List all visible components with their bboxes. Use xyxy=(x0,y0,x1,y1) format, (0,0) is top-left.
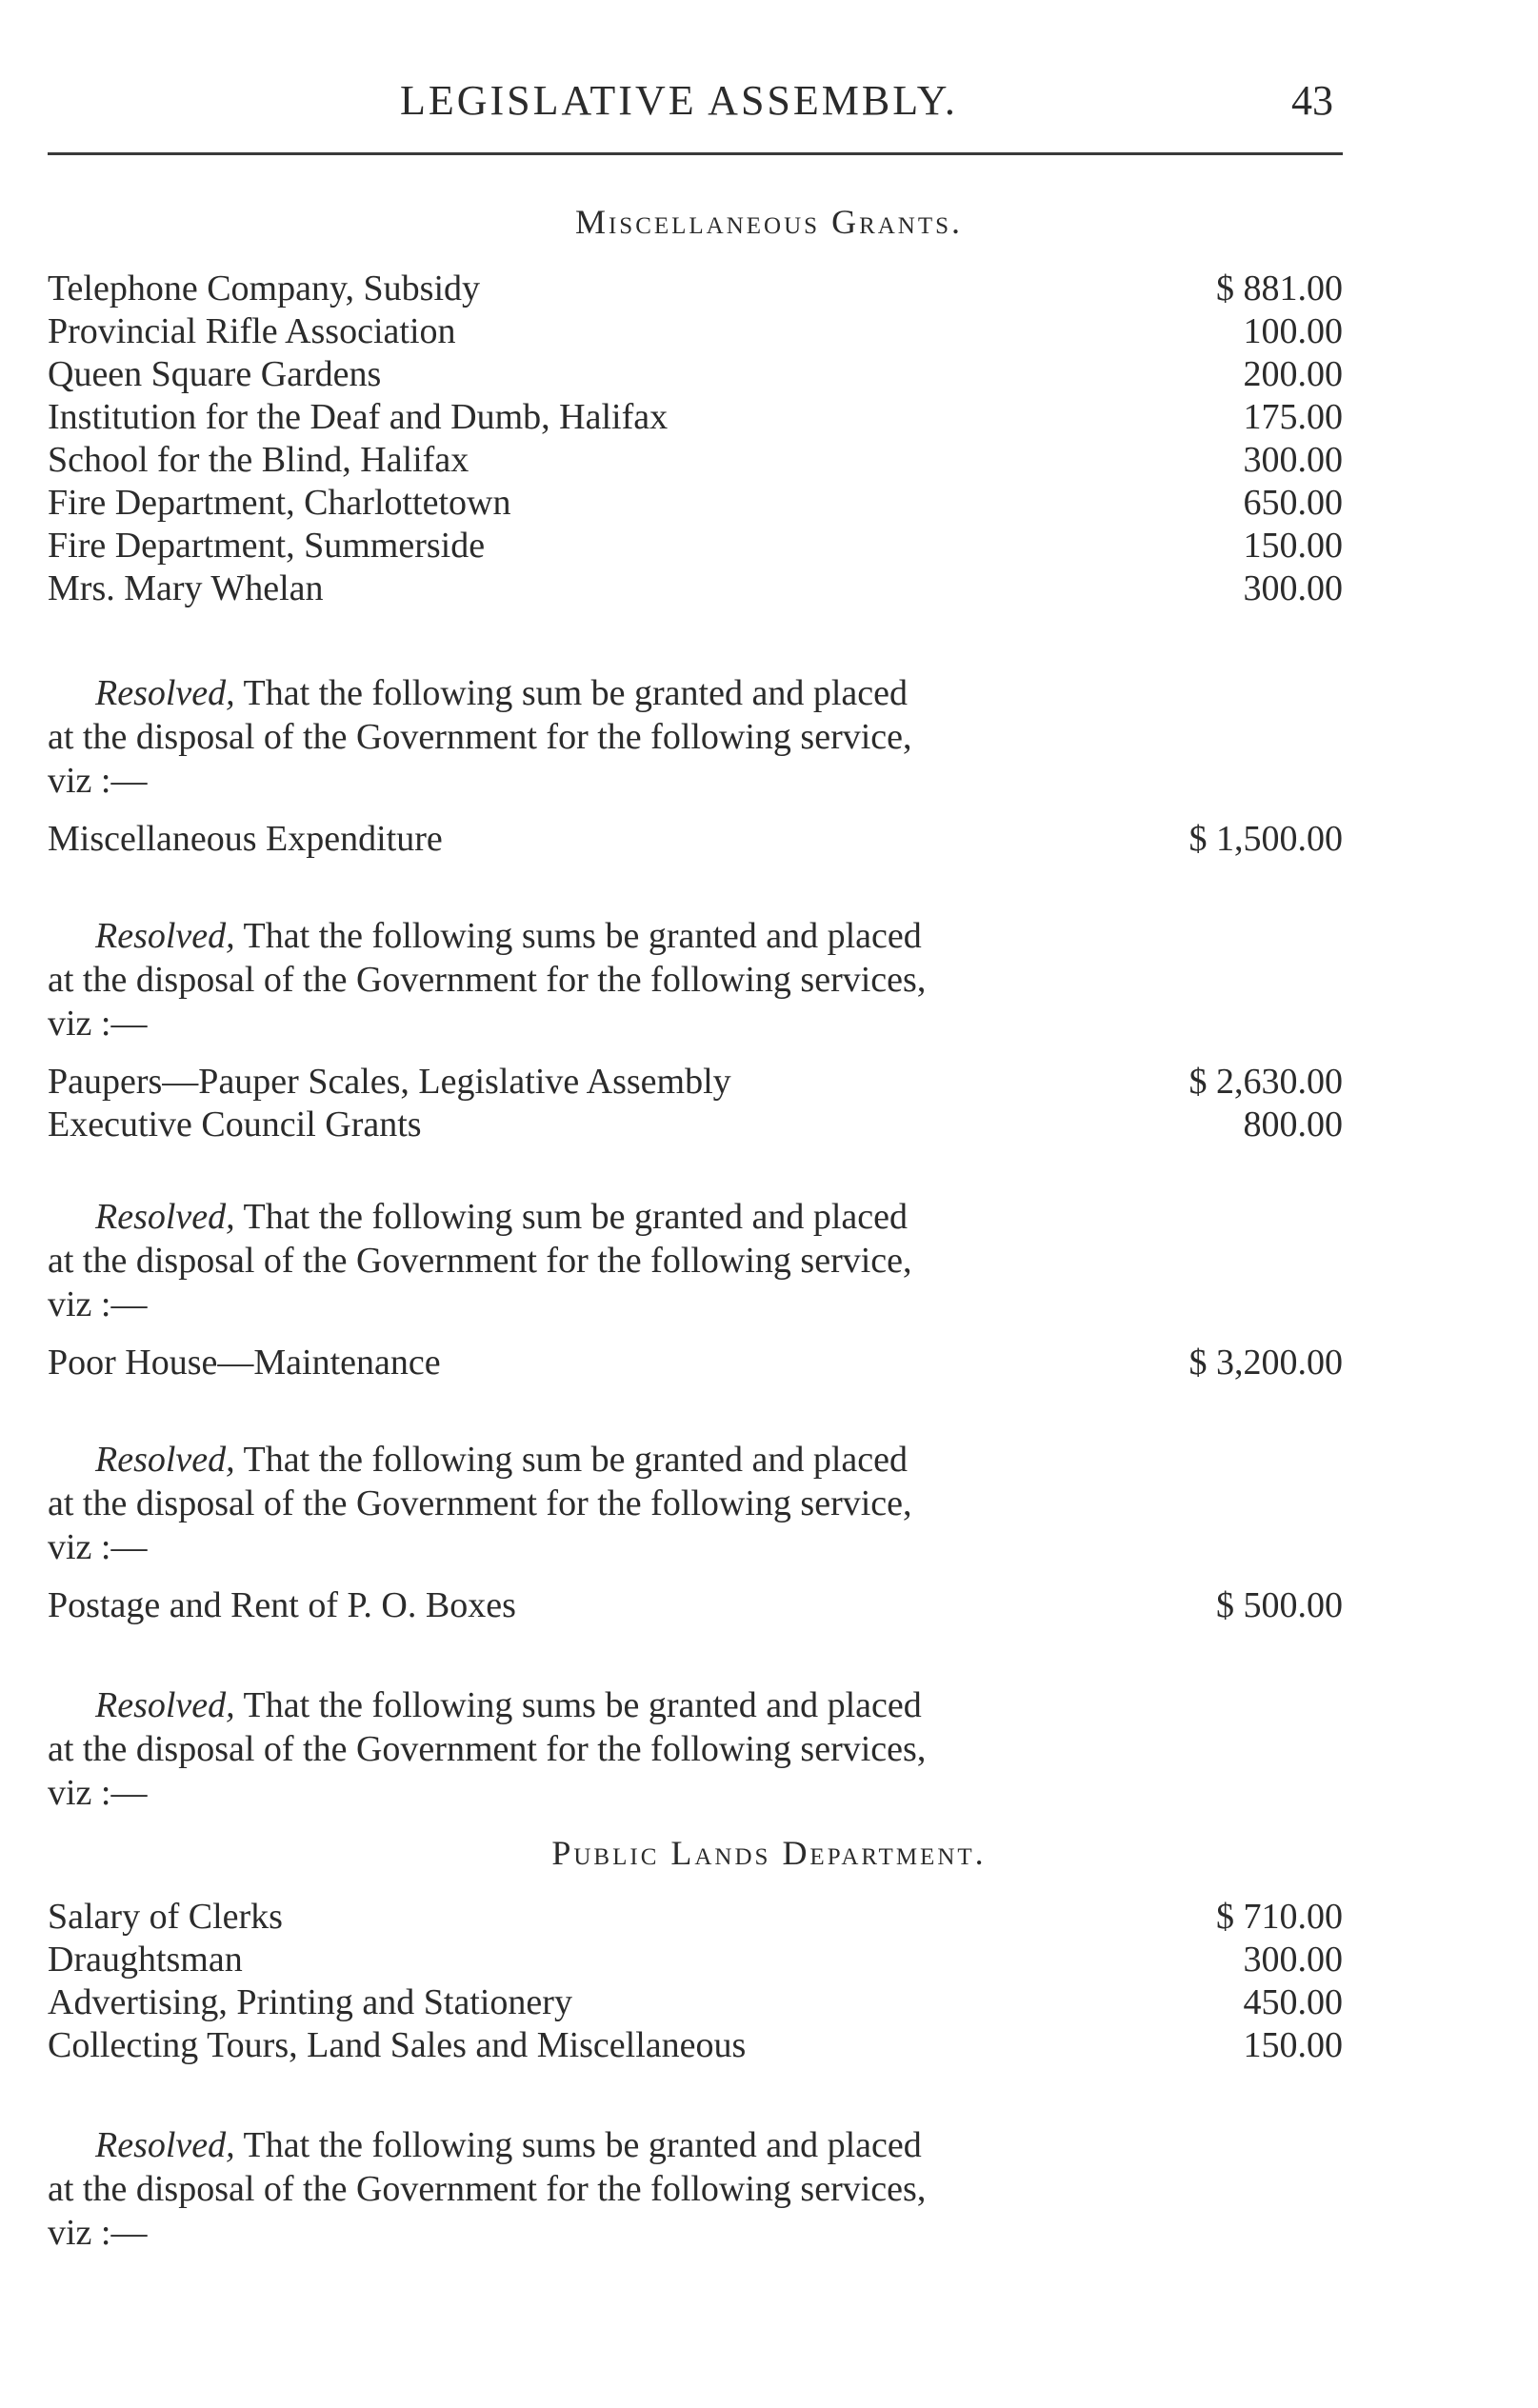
page-number: 43 xyxy=(1291,77,1333,124)
grant-label: Mrs. Mary Whelan xyxy=(48,568,324,608)
grant-row xyxy=(48,395,1343,439)
section-heading-misc-grants: Miscellaneous Grants. xyxy=(574,203,964,241)
grant-amount: 450.00 xyxy=(1243,1982,1343,2022)
grant-label: Advertising, Printing and Stationery xyxy=(48,1982,572,2022)
resolution-text: That the following sum be granted and placed xyxy=(243,673,908,713)
resolution-text: viz :— xyxy=(48,1527,148,1567)
grant-amount: 650.00 xyxy=(1243,483,1343,523)
grant-label: Telephone Company, Subsidy xyxy=(48,269,480,308)
grant-label: Salary of Clerks xyxy=(48,1897,283,1937)
grant-row xyxy=(48,352,1343,396)
grant-amount: $ 3,200.00 xyxy=(1188,1343,1343,1383)
grant-label: Paupers—Pauper Scales, Legislative Assembly xyxy=(48,1062,731,1102)
grant-row xyxy=(48,1103,1343,1146)
grant-label: Fire Department, Summerside xyxy=(48,526,486,566)
grant-label: Poor House—Maintenance xyxy=(48,1343,441,1383)
grant-row xyxy=(48,1938,1343,1981)
resolution-text: viz :— xyxy=(48,2213,148,2253)
grant-amount: $ 500.00 xyxy=(1216,1585,1343,1625)
grant-row xyxy=(48,1980,1343,2024)
resolution-text: That the following sums be granted and placed xyxy=(243,2125,922,2165)
grant-label: Postage and Rent of P. O. Boxes xyxy=(48,1585,516,1625)
grant-amount: 100.00 xyxy=(1243,311,1343,351)
resolved-lead: Resolved, xyxy=(95,1197,235,1237)
resolution-text: at the disposal of the Government for the following services, xyxy=(48,2169,927,2209)
resolved-lead: Resolved, xyxy=(95,1440,235,1480)
grant-row xyxy=(48,524,1343,567)
grant-amount: $ 1,500.00 xyxy=(1188,819,1343,859)
resolution-paragraph xyxy=(48,914,1133,1045)
resolution-paragraph xyxy=(48,1195,1133,1326)
grant-row xyxy=(48,817,1343,861)
grant-row xyxy=(48,1583,1343,1627)
resolution-text: viz :— xyxy=(48,1284,148,1324)
resolved-lead: Resolved, xyxy=(95,1685,235,1725)
resolution-paragraph xyxy=(48,671,1133,803)
grant-label: Miscellaneous Expenditure xyxy=(48,819,443,859)
section-heading-public-lands: Public Lands Department. xyxy=(551,1834,987,1872)
grant-label: Draughtsman xyxy=(48,1940,243,1980)
page-header xyxy=(48,67,1343,143)
grant-row xyxy=(48,567,1343,610)
resolved-lead: Resolved, xyxy=(95,916,235,956)
grant-row xyxy=(48,267,1343,310)
header-rule xyxy=(48,152,1343,155)
grant-amount: $ 2,630.00 xyxy=(1188,1062,1343,1102)
resolution-text: viz :— xyxy=(48,761,148,801)
grant-row xyxy=(48,438,1343,482)
resolution-paragraph xyxy=(48,1438,1133,1569)
grant-amount: $ 710.00 xyxy=(1216,1897,1343,1937)
resolution-text: at the disposal of the Government for the following service, xyxy=(48,717,912,757)
grant-amount: 150.00 xyxy=(1243,2025,1343,2065)
grant-row xyxy=(48,309,1343,353)
resolution-paragraph xyxy=(48,2123,1133,2255)
grant-label: Fire Department, Charlottetown xyxy=(48,483,511,523)
grant-label: Executive Council Grants xyxy=(48,1104,422,1144)
grant-amount: 300.00 xyxy=(1243,568,1343,608)
grant-row xyxy=(48,481,1343,525)
grant-amount: 800.00 xyxy=(1243,1104,1343,1144)
grant-row xyxy=(48,1341,1343,1384)
resolution-text: viz :— xyxy=(48,1773,148,1813)
resolution-text: at the disposal of the Government for the following services, xyxy=(48,1729,927,1769)
grant-label: Provincial Rifle Association xyxy=(48,311,456,351)
grant-amount: 150.00 xyxy=(1243,526,1343,566)
grant-amount: 200.00 xyxy=(1243,354,1343,394)
grant-amount: 300.00 xyxy=(1243,440,1343,480)
resolution-text: at the disposal of the Government for the following service, xyxy=(48,1241,912,1281)
grant-amount: $ 881.00 xyxy=(1216,269,1343,308)
resolved-lead: Resolved, xyxy=(95,673,235,713)
resolution-paragraph xyxy=(48,1683,1133,1815)
resolution-text: viz :— xyxy=(48,1004,148,1044)
resolution-text: That the following sum be granted and placed xyxy=(243,1440,908,1480)
grant-label: Queen Square Gardens xyxy=(48,354,382,394)
grant-amount: 175.00 xyxy=(1243,397,1343,437)
resolution-text: at the disposal of the Government for the following services, xyxy=(48,960,927,1000)
resolution-text: That the following sums be granted and placed xyxy=(243,1685,922,1725)
grant-label: Collecting Tours, Land Sales and Miscellaneous xyxy=(48,2025,747,2065)
grant-label: Institution for the Deaf and Dumb, Halifax xyxy=(48,397,669,437)
grant-row xyxy=(48,2023,1343,2067)
grant-label: School for the Blind, Halifax xyxy=(48,440,469,480)
resolution-text: at the disposal of the Government for the following service, xyxy=(48,1483,912,1523)
running-title: LEGISLATIVE ASSEMBLY. xyxy=(400,77,958,124)
grant-row xyxy=(48,1895,1343,1939)
resolved-lead: Resolved, xyxy=(95,2125,235,2165)
resolution-text: That the following sum be granted and placed xyxy=(243,1197,908,1237)
grant-row xyxy=(48,1060,1343,1104)
resolution-text: That the following sums be granted and placed xyxy=(243,916,922,956)
grant-amount: 300.00 xyxy=(1243,1940,1343,1980)
